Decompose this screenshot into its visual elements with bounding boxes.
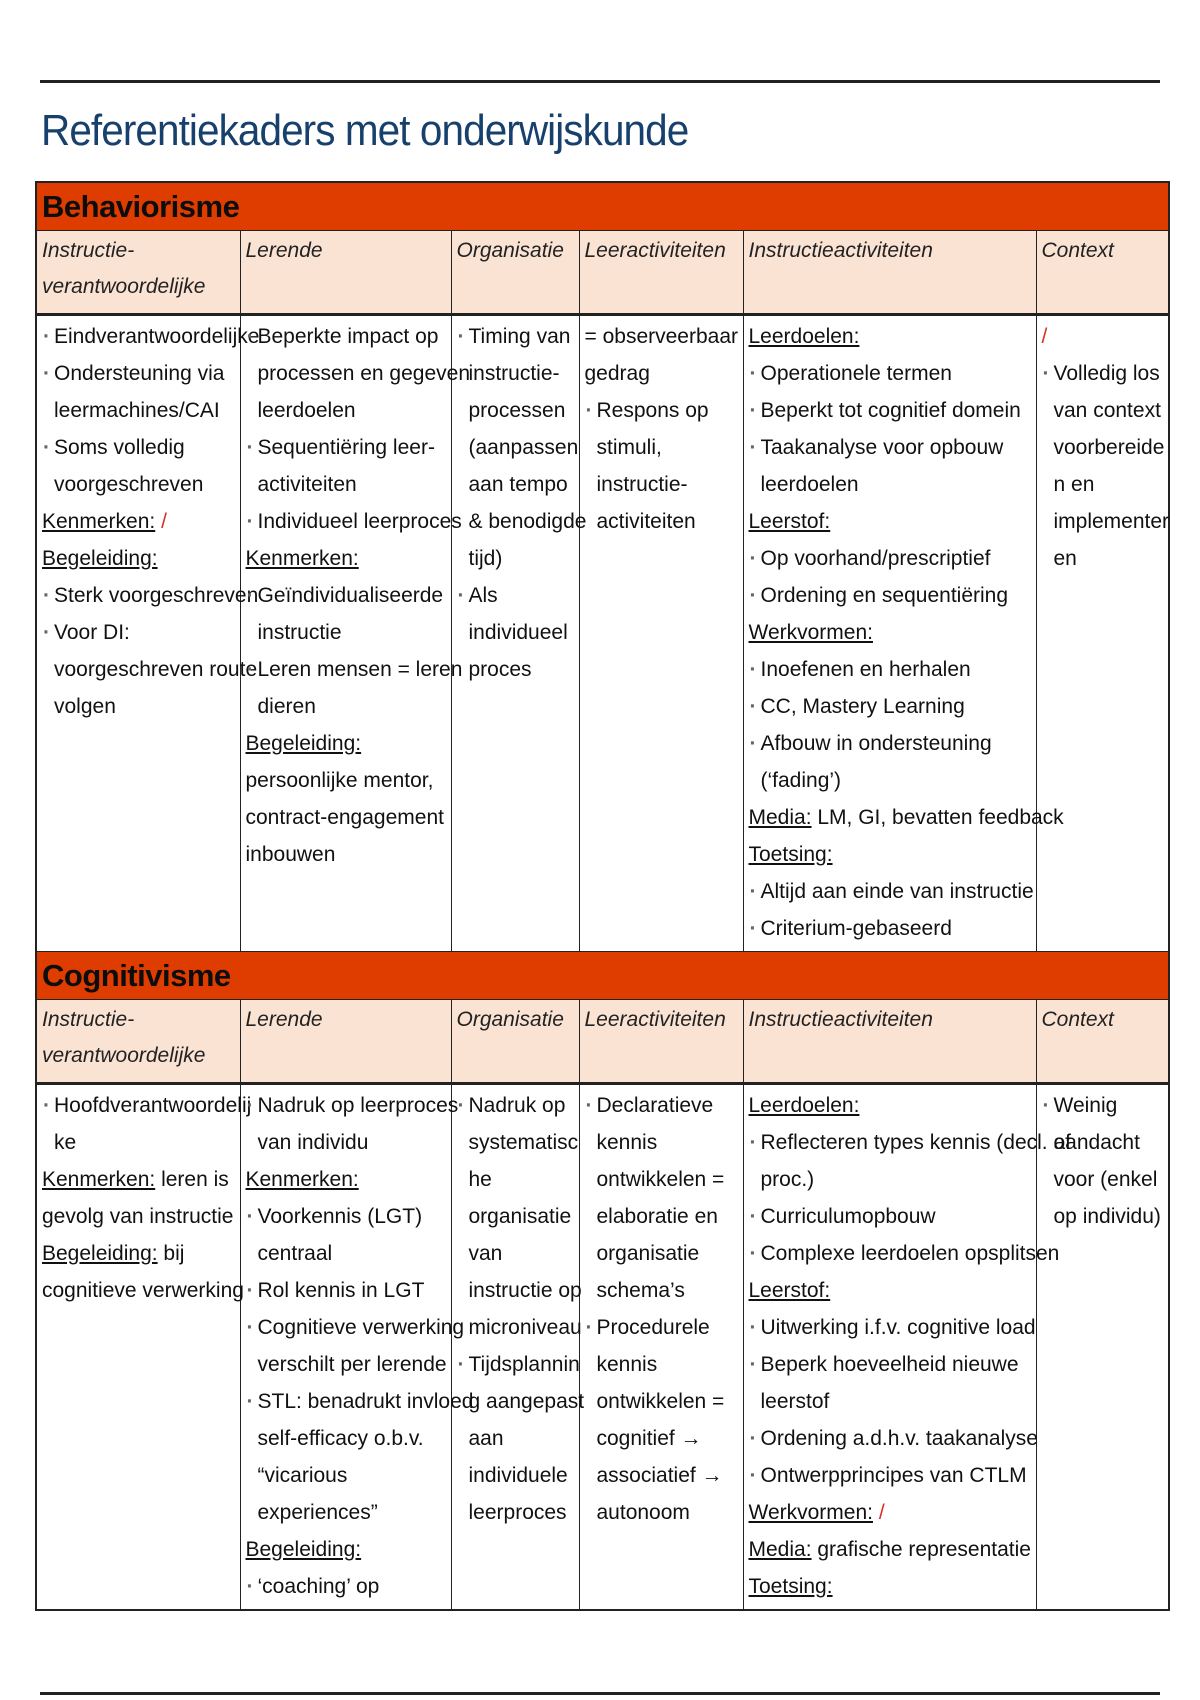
text-line: self-efficacy o.b.v. — [257, 1427, 424, 1450]
section-title: Behaviorisme — [42, 188, 240, 224]
field-label-line: Begeleiding: — [245, 732, 362, 755]
bullet-item: · Procedurele — [585, 1309, 739, 1346]
field-label-line: Kenmerken: leren is — [42, 1168, 229, 1191]
text-line: verschilt per lerende — [257, 1353, 447, 1376]
bullet-item: · CC, Mastery Learning — [749, 688, 1032, 725]
content-row — [36, 315, 1169, 952]
top-rule — [40, 80, 1160, 83]
field-label-line: Werkvormen: / — [748, 1501, 885, 1524]
bullet-item: · Voorkennis (LGT) — [246, 1198, 447, 1235]
bullet-item: · Als — [457, 577, 575, 614]
text-line: leerdoelen — [257, 399, 356, 422]
text-line: volgen — [54, 695, 116, 718]
bullet-item: · Sequentiëring leer- — [246, 429, 447, 466]
text-line: autonoom — [596, 1501, 690, 1524]
bullet-item: · Ondersteuning via — [42, 355, 236, 392]
text-line: dieren — [257, 695, 316, 718]
text-line: & benodigde — [468, 510, 587, 533]
field-label-line: Begeleiding: — [245, 1538, 362, 1561]
text-line: implementer — [1053, 510, 1170, 533]
field-label-line: Toetsing: — [748, 843, 833, 866]
section-title: Cognitivisme — [42, 957, 231, 993]
bullet-item: · Individueel leerproces — [246, 503, 447, 540]
field-label-line: Begeleiding: bij — [42, 1242, 185, 1265]
text-line: processen en gegeven — [257, 362, 470, 385]
text-line: en — [1053, 547, 1077, 570]
text-line: contract-engagement — [245, 806, 444, 829]
text-line: experiences” — [257, 1501, 378, 1524]
bullet-item: · Operationele termen — [749, 355, 1032, 392]
bullet-item: · Curriculumopbouw — [749, 1198, 1032, 1235]
bullet-item: · Volledig los — [1042, 355, 1165, 392]
cell-lerende — [240, 315, 470, 952]
text-line: n en — [1053, 473, 1095, 496]
section-header-behaviorisme — [36, 182, 1169, 231]
bullet-item: · Voor DI: — [42, 614, 236, 651]
cell-organisatie — [451, 315, 587, 952]
bullet-item: · Hoofdverantwoordelij — [42, 1087, 236, 1124]
field-label-line: Leerstof: — [748, 510, 831, 533]
bottom-rule — [40, 1692, 1160, 1695]
bullet-item: · Afbouw in ondersteuning — [749, 725, 1032, 762]
field-label-line: Media: LM, GI, bevatten feedback — [748, 806, 1064, 829]
cell-instructieverantwoordelijke — [36, 315, 260, 952]
bullet-item: · Declaratieve — [585, 1087, 739, 1124]
field-label-line: Kenmerken: — [245, 547, 359, 570]
column-header: Instructieactiviteiten — [743, 1000, 1036, 1084]
text-line: tijd) — [468, 547, 503, 570]
bullet-item: · Reflecteren types kennis (decl. of — [749, 1124, 1032, 1161]
bullet-item: · STL: benadrukt invloed — [246, 1383, 447, 1420]
field-label-line: Kenmerken: / — [42, 510, 167, 533]
column-header: Lerende — [240, 1000, 451, 1084]
bullet-item: · Timing van — [457, 318, 575, 355]
column-header: Organisatie — [451, 231, 579, 315]
page-title: Referentiekaders met onderwijskunde — [41, 106, 689, 155]
text-line: instructie- — [468, 362, 560, 385]
text-line: activiteiten — [596, 510, 696, 533]
bullet-item: · Sterk voorgeschreven — [42, 577, 236, 614]
text-line: leerstof — [760, 1390, 830, 1413]
bullet-item: · Criterium-gebaseerd — [749, 910, 1032, 947]
text-line: he — [468, 1168, 492, 1191]
text-line: (aanpassen — [468, 436, 579, 459]
text-line: ontwikkelen = — [596, 1168, 725, 1191]
text-line: “vicarious — [257, 1464, 348, 1487]
bullet-item: · Nadruk op — [457, 1087, 575, 1124]
text-line: = observeerbaar — [584, 325, 739, 348]
text-line: processen — [468, 399, 566, 422]
field-label-line: Media: grafische representatie — [748, 1538, 1031, 1561]
bullet-item: · Altijd aan einde van instructie — [749, 873, 1032, 910]
text-line: van individu — [257, 1131, 369, 1154]
text-line: aandacht — [1053, 1131, 1140, 1154]
reference-table — [35, 181, 1170, 1611]
bullet-item: · Weinig — [1042, 1087, 1165, 1124]
cell-organisatie — [451, 1084, 585, 1611]
column-header: Leeractiviteiten — [579, 231, 743, 315]
text-line: voorgeschreven route — [54, 658, 258, 681]
text-line: stimuli, — [596, 436, 662, 459]
text-line: instructie — [257, 621, 342, 644]
cell-context — [1036, 315, 1169, 952]
bullet-item: · Leren mensen = leren — [246, 651, 447, 688]
text-line: kennis — [596, 1353, 658, 1376]
column-header: Instructie- verantwoordelijke — [36, 1000, 240, 1084]
bullet-item: · Ordening en sequentiëring — [749, 577, 1032, 614]
text-line: organisatie — [596, 1242, 700, 1265]
text-line: voorbereide — [1053, 436, 1165, 459]
column-header: Context — [1036, 1000, 1169, 1084]
text-line: leerdoelen — [760, 473, 859, 496]
text-line: cognitief → — [596, 1427, 702, 1450]
text-line: persoonlijke mentor, — [245, 769, 434, 792]
bullet-item: · Taakanalyse voor opbouw — [749, 429, 1032, 466]
text-line: cognitieve verwerking — [42, 1279, 244, 1302]
text-line: gedrag — [584, 362, 650, 385]
text-line: elaboratie en — [596, 1205, 718, 1228]
bullet-item: · Ordening a.d.h.v. taakanalyse — [749, 1420, 1032, 1457]
text-line: systematisc — [468, 1131, 579, 1154]
column-header: Context — [1036, 231, 1169, 315]
text-line: kennis — [596, 1131, 658, 1154]
text-line: van — [468, 1242, 503, 1265]
text-line: op individu) — [1053, 1205, 1161, 1228]
field-label-line: Leerdoelen: — [748, 1094, 860, 1117]
field-label-line: Begeleiding: — [42, 547, 158, 570]
text-line: g aangepast — [468, 1390, 585, 1413]
cell-instructieactiviteiten — [743, 1084, 1071, 1611]
text-line: individueel — [468, 621, 568, 644]
bullet-item: · Beperk hoeveelheid nieuwe — [749, 1346, 1032, 1383]
bullet-item: · Beperkte impact op — [246, 318, 447, 355]
bullet-item: · Ontwerpprincipes van CTLM — [749, 1457, 1032, 1494]
cell-instructieverantwoordelijke — [36, 1084, 252, 1611]
text-line: aan — [468, 1427, 504, 1450]
text-line: ke — [54, 1131, 77, 1154]
text-line: ontwikkelen = — [596, 1390, 725, 1413]
bullet-item: · Rol kennis in LGT — [246, 1272, 447, 1309]
field-label-line: Werkvormen: — [748, 621, 873, 644]
cell-leeractiviteiten — [579, 1084, 743, 1611]
column-header: Organisatie — [451, 1000, 579, 1084]
bullet-item: · Soms volledig — [42, 429, 236, 466]
field-label-line: Toetsing: — [748, 1575, 833, 1598]
text-line: proc.) — [760, 1168, 815, 1191]
text-line: gevolg van instructie — [42, 1205, 234, 1228]
text-line: voorgeschreven — [54, 473, 204, 496]
bullet-item: · Uitwerking i.f.v. cognitive load — [749, 1309, 1032, 1346]
bullet-item: · Inoefenen en herhalen — [749, 651, 1032, 688]
text-line: leermachines/CAI — [54, 399, 220, 422]
field-label-line: Kenmerken: — [245, 1168, 359, 1191]
text-line: aan tempo — [468, 473, 568, 496]
bullet-item: · Complexe leerdoelen opsplitsen — [749, 1235, 1032, 1272]
bullet-item: · Respons op — [585, 392, 739, 429]
bullet-item: · Op voorhand/prescriptief — [749, 540, 1032, 577]
text-line: / — [1041, 325, 1048, 348]
cell-leeractiviteiten — [579, 315, 743, 952]
cell-lerende — [240, 1084, 474, 1611]
text-line: schema’s — [596, 1279, 685, 1302]
column-header: Instructieactiviteiten — [743, 231, 1036, 315]
text-line: instructie- — [596, 473, 688, 496]
text-line: van context — [1053, 399, 1161, 422]
bullet-item: · Cognitieve verwerking — [246, 1309, 447, 1346]
bullet-item: · Nadruk op leerproces — [246, 1087, 447, 1124]
bullet-item: · ‘coaching’ op — [246, 1568, 447, 1605]
text-line: leerproces — [468, 1501, 567, 1524]
text-line: individuele — [468, 1464, 568, 1487]
text-line: activiteiten — [257, 473, 357, 496]
content-row — [36, 1084, 1169, 1611]
text-line: inbouwen — [245, 843, 336, 866]
bullet-item: · Tijdsplannin — [457, 1346, 575, 1383]
column-header: Leeractiviteiten — [579, 1000, 743, 1084]
bullet-item: · Geïndividualiseerde — [246, 577, 447, 614]
cell-instructieactiviteiten — [743, 315, 1064, 952]
text-line: microniveau — [468, 1316, 582, 1339]
text-line: organisatie — [468, 1205, 572, 1228]
text-line: associatief → — [596, 1464, 723, 1487]
text-line: voor (enkel — [1053, 1168, 1158, 1191]
section-header-cognitivisme — [36, 952, 1169, 1000]
text-line: instructie op — [468, 1279, 582, 1302]
column-header-row — [36, 231, 1169, 315]
cell-context — [1036, 1084, 1169, 1611]
column-header-row — [36, 1000, 1169, 1084]
field-label-line: Leerdoelen: — [748, 325, 860, 348]
column-header: Lerende — [240, 231, 451, 315]
column-header: Instructie- verantwoordelijke — [36, 231, 240, 315]
bullet-item: · Beperkt tot cognitief domein — [749, 392, 1032, 429]
bullet-item: · Eindverantwoordelijke — [42, 318, 236, 355]
text-line: centraal — [257, 1242, 333, 1265]
field-label-line: Leerstof: — [748, 1279, 831, 1302]
text-line: proces — [468, 658, 532, 681]
text-line: (‘fading’) — [760, 769, 842, 792]
